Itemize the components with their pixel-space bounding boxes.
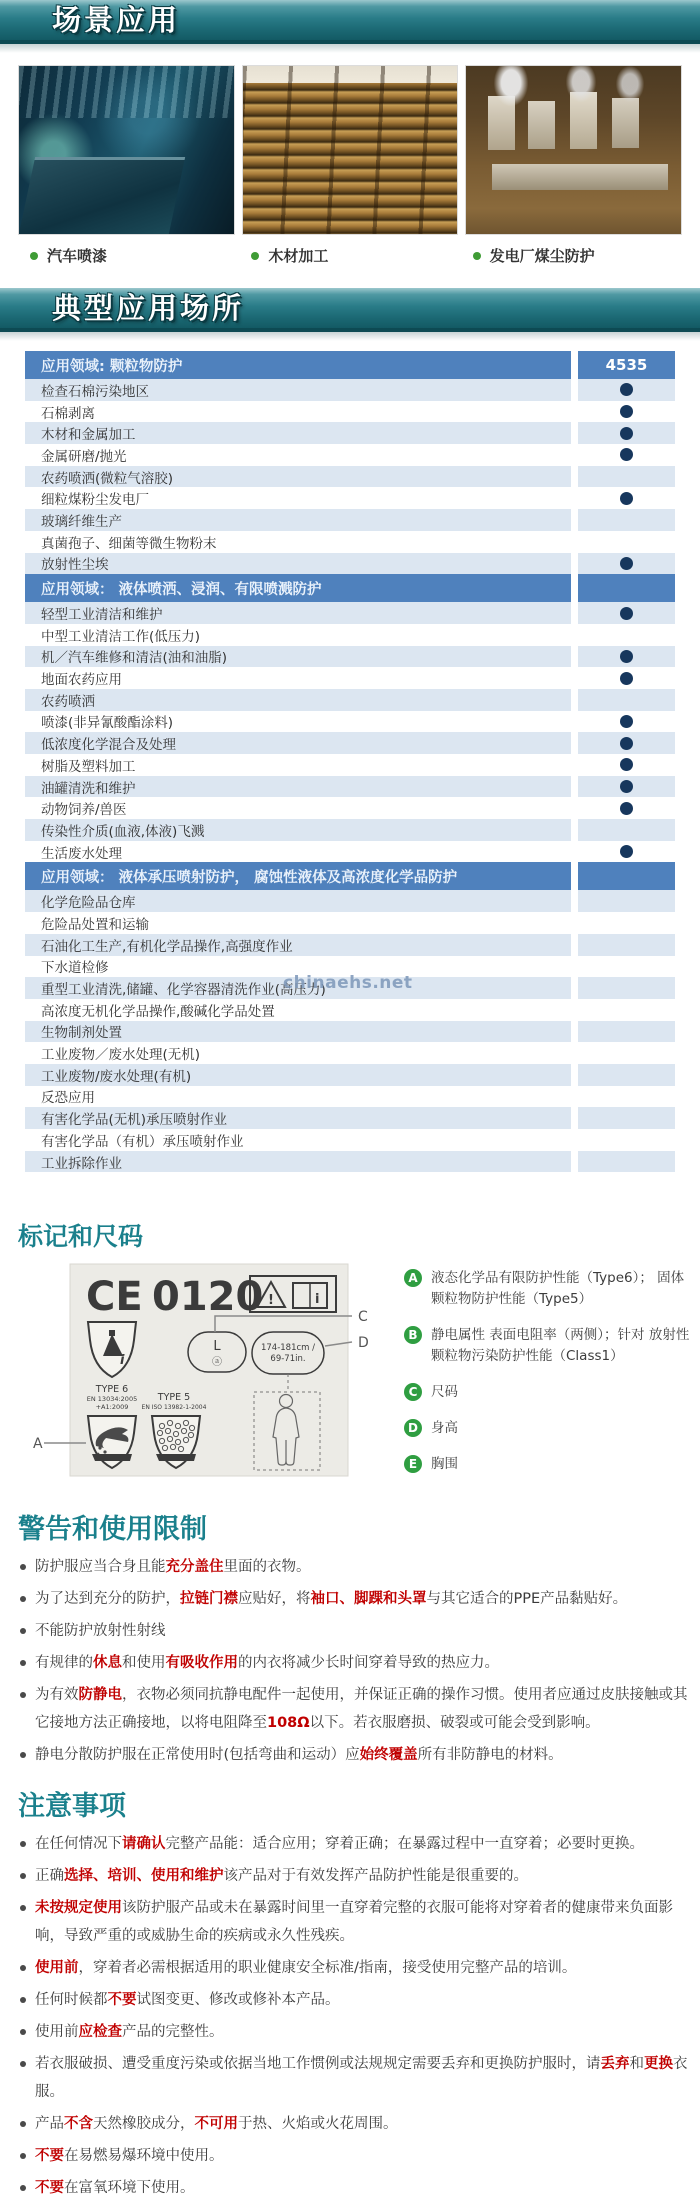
row-label: 树脂及塑料加工 xyxy=(41,758,136,775)
row-label: 玻璃纤维生产 xyxy=(25,509,571,531)
plain-text: 在富氧环境下使用。 xyxy=(64,2179,195,2196)
availability-dot xyxy=(620,492,633,505)
table-row xyxy=(25,422,675,444)
plain-text: 静电分散防护服在正常使用时(包括弯曲和运动）应 xyxy=(35,1746,360,1763)
table-row xyxy=(25,1064,675,1086)
plain-text: 的内衣将减少长时间穿着导致的热应力。 xyxy=(238,1654,499,1671)
type6-standard: EN 13034:2005 xyxy=(86,1395,138,1404)
row-availability xyxy=(578,1086,675,1108)
legend-text: 身高 xyxy=(431,1419,458,1436)
row-label: 轻型工业清洁和维护 xyxy=(25,602,571,624)
table-row xyxy=(25,934,675,956)
highlighted-text: 有吸收作用 xyxy=(165,1654,238,1671)
type5-particle-shield-icon xyxy=(152,1416,200,1468)
section-header-code: 4535 xyxy=(578,351,675,379)
row-label: 石油化工生产,有机化学品操作,高强度作业 xyxy=(25,934,571,956)
plain-text: 衣服。 xyxy=(35,2055,688,2100)
row-label: 石棉剥离 xyxy=(41,405,95,422)
highlighted-text: 108Ω xyxy=(267,1714,310,1731)
list-item xyxy=(18,1649,700,1677)
plain-text: ，衣物必须同抗静电配件一起使用，并保证正确的操作习惯。使用者应通过皮肤接触或其它接地方法正确接地，以将电阻降至 xyxy=(35,1686,688,1731)
row-availability xyxy=(578,531,675,553)
availability-dot xyxy=(620,557,633,570)
row-availability xyxy=(578,732,675,754)
table-row xyxy=(25,624,675,646)
table-row xyxy=(25,667,675,689)
scene-caption xyxy=(461,245,682,266)
marking-diagram xyxy=(0,1262,398,1478)
row-availability xyxy=(578,466,675,488)
plain-text: 该防护服产品或未在暴露时间里一直穿着完整的衣服可能将对穿着者的健康带来负面影响，导致严重的或威胁生命的疾病或永久性残疾。 xyxy=(35,1899,673,1944)
row-label: 高浓度无机化学品操作,酸碱化学品处置 xyxy=(41,1003,275,1020)
plain-text: 有规律的 xyxy=(35,1654,93,1671)
plain-text: 和 xyxy=(629,2055,644,2072)
row-label: 农药喷洒 xyxy=(25,689,571,711)
row-label: 农药喷洒(微粒气溶胶) xyxy=(25,466,571,488)
availability-dot xyxy=(620,607,633,620)
size-letter: L xyxy=(213,1339,221,1355)
banner-title: 场景应用 xyxy=(52,3,181,37)
plain-text: 完整产品能：适合应用；穿着正确；在暴露过程中一直穿着；必要时更换。 xyxy=(165,1835,644,1852)
row-label: 化学危险品仓库 xyxy=(25,890,571,912)
highlighted-text: 丢弃 xyxy=(600,2055,630,2072)
row-availability xyxy=(578,956,675,978)
highlighted-text: 拉链门襟 xyxy=(180,1590,238,1607)
row-label: 地面农药应用 xyxy=(41,672,122,689)
plain-text: 应贴好，将 xyxy=(238,1590,311,1607)
highlighted-text: 防静电 xyxy=(78,1686,122,1703)
bullet-icon xyxy=(251,252,259,260)
row-availability xyxy=(578,797,675,819)
application-table xyxy=(25,351,675,1172)
table-row xyxy=(25,711,675,733)
highlighted-text: 袖口、脚踝和头罩 xyxy=(310,1590,427,1607)
label-d: D xyxy=(358,1335,369,1352)
row-label: 木材和金属加工 xyxy=(25,422,571,444)
watermark: chinaehs.net xyxy=(283,973,413,993)
type5-title: TYPE 5 xyxy=(157,1392,191,1404)
highlighted-text: 始终覆盖 xyxy=(359,1746,418,1763)
legend-item xyxy=(404,1325,690,1367)
availability-dot xyxy=(620,715,633,728)
availability-dot xyxy=(620,780,633,793)
type6-splash-shield-icon xyxy=(88,1416,136,1468)
row-label: 下水道检修 xyxy=(41,960,109,977)
warnings-section-title: 警告和使用限制 xyxy=(18,1513,207,1545)
plain-text: 正确 xyxy=(35,1867,64,1884)
row-availability xyxy=(578,711,675,733)
legend-key-badge: D xyxy=(404,1419,422,1437)
row-label: 金属研磨/抛光 xyxy=(41,448,127,465)
row-availability xyxy=(578,934,675,956)
legend-item xyxy=(404,1454,690,1475)
availability-dot xyxy=(620,448,633,461)
row-availability xyxy=(578,667,675,689)
legend-key-badge: A xyxy=(404,1269,422,1287)
plain-text: 为了达到充分的防护， xyxy=(35,1590,180,1607)
table-row xyxy=(25,912,675,934)
row-availability xyxy=(578,422,675,444)
row-label: 工业拆除作业 xyxy=(25,1151,571,1173)
banner-title: 典型应用场所 xyxy=(52,291,245,325)
table-row xyxy=(25,689,675,711)
ce-number: 0120 xyxy=(152,1274,264,1321)
table-row xyxy=(25,531,675,553)
legend-key-badge: C xyxy=(404,1383,422,1401)
warnings-list xyxy=(18,1553,700,1769)
row-availability xyxy=(578,1064,675,1086)
row-label: 有害化学品（有机）承压喷射作业 xyxy=(41,1133,244,1150)
highlighted-text: 请确认 xyxy=(122,1835,166,1852)
flask-info-glyph: i xyxy=(120,1353,125,1369)
list-item xyxy=(18,2018,700,2046)
row-label: 中型工业清洁工作(低压力) xyxy=(41,628,201,645)
notices-section-title: 注意事项 xyxy=(18,1790,126,1822)
availability-dot xyxy=(620,650,633,663)
table-row xyxy=(25,1086,675,1108)
availability-dot xyxy=(620,737,633,750)
highlighted-text: 休息 xyxy=(93,1654,122,1671)
plain-text: 和使用 xyxy=(122,1654,166,1671)
row-availability xyxy=(578,401,675,423)
row-availability xyxy=(578,977,675,999)
row-availability xyxy=(578,379,675,401)
plain-text: 与其它适合的PPE产品黏贴好。 xyxy=(426,1590,628,1607)
table-row xyxy=(25,646,675,668)
highlighted-text: 使用前 xyxy=(35,1959,79,1976)
scene-caption xyxy=(239,245,460,266)
row-availability xyxy=(578,602,675,624)
table-row xyxy=(25,401,675,423)
marking-row xyxy=(0,1262,700,1489)
table-row xyxy=(25,1129,675,1151)
row-label: 生物制剂处置 xyxy=(25,1021,571,1043)
row-availability xyxy=(578,1129,675,1151)
plain-text: 不能防护放射性射线 xyxy=(35,1622,166,1639)
row-label: 生活废水处理 xyxy=(41,845,122,862)
height-range-cm: 174-181cm / xyxy=(260,1343,316,1354)
photo-wood-processing xyxy=(242,65,459,235)
list-item xyxy=(18,1894,700,1950)
row-availability xyxy=(578,999,675,1021)
row-label: 传染性介质(血液,体液)飞溅 xyxy=(25,819,571,841)
row-label: 反恐应用 xyxy=(41,1090,95,1107)
row-availability xyxy=(578,444,675,466)
legend-key-badge: E xyxy=(404,1455,422,1473)
row-availability xyxy=(578,1021,675,1043)
list-item xyxy=(18,1862,700,1890)
row-availability xyxy=(578,890,675,912)
size-sub-mark: ⓐ xyxy=(212,1357,222,1369)
marking-section-title: 标记和尺码 xyxy=(18,1222,144,1252)
label-a: A xyxy=(33,1436,43,1453)
plain-text: 若衣服破损、遭受重度污染或依据当地工作惯例或法规规定需要丢弃和更换防护服时，请 xyxy=(35,2055,601,2072)
list-item xyxy=(18,1830,700,1858)
row-label: 危险品处置和运输 xyxy=(41,916,149,933)
row-label: 检查石棉污染地区 xyxy=(25,379,571,401)
row-availability xyxy=(578,689,675,711)
row-label: 低浓度化学混合及处理 xyxy=(25,732,571,754)
table-row xyxy=(25,1151,675,1173)
availability-dot xyxy=(620,758,633,771)
bullet-icon xyxy=(30,252,38,260)
table-row xyxy=(25,841,675,863)
row-label: 真菌孢子、细菌等微生物粉末 xyxy=(41,535,217,552)
legend-item xyxy=(404,1382,690,1403)
table-row xyxy=(25,487,675,509)
list-item xyxy=(18,1741,700,1769)
row-availability xyxy=(578,776,675,798)
plain-text: 天然橡胶成分， xyxy=(93,2115,195,2132)
availability-dot xyxy=(620,672,633,685)
row-availability xyxy=(578,1107,675,1129)
type6-title: TYPE 6 xyxy=(95,1384,129,1396)
table-row xyxy=(25,379,675,401)
highlighted-text: 充分盖住 xyxy=(165,1558,224,1575)
table-row xyxy=(25,999,675,1021)
list-item xyxy=(18,1617,700,1645)
row-availability xyxy=(578,1042,675,1064)
row-availability xyxy=(578,487,675,509)
row-label: 喷漆(非异氰酸酯涂料) xyxy=(41,715,174,732)
scene-caption-label: 木材加工 xyxy=(268,247,329,265)
plain-text: 为有效 xyxy=(35,1686,79,1703)
plain-text: 里面的衣物。 xyxy=(223,1558,311,1575)
row-label: 工业废物／废水处理(无机) xyxy=(41,1047,201,1064)
plain-text: 在易燃易爆环境中使用。 xyxy=(64,2147,224,2164)
row-label: 机／汽车维修和清洁(油和油脂) xyxy=(25,646,571,668)
highlighted-text: 不可用 xyxy=(194,2115,238,2132)
section-header-label: 应用领域： 液体喷洒、浸润、有限喷溅防护 xyxy=(25,574,571,602)
list-item xyxy=(18,1986,700,2014)
plain-text: 防护服应当合身且能 xyxy=(35,1558,166,1575)
table-row xyxy=(25,553,675,575)
table-row xyxy=(25,819,675,841)
table-row xyxy=(25,890,675,912)
scene-caption xyxy=(18,245,239,266)
table-row xyxy=(25,602,675,624)
row-availability xyxy=(578,624,675,646)
table-row xyxy=(25,509,675,531)
table-row xyxy=(25,1021,675,1043)
table-section-header xyxy=(25,862,675,890)
section-header-code xyxy=(578,862,675,890)
type6-amendment: +A1:2009 xyxy=(95,1403,129,1412)
list-item xyxy=(18,1553,700,1581)
marking-figure xyxy=(0,1262,398,1489)
scene-caption-label: 汽车喷漆 xyxy=(47,247,108,265)
info-glyph: i xyxy=(315,1292,320,1308)
section-banner-applications xyxy=(0,288,700,332)
table-section-header xyxy=(25,574,675,602)
availability-dot xyxy=(620,802,633,815)
label-c: C xyxy=(358,1309,368,1326)
availability-dot xyxy=(620,405,633,418)
plain-text: 以下。若衣服磨损、破裂或可能会受到影响。 xyxy=(309,1714,600,1731)
highlighted-text: 不要 xyxy=(35,2147,64,2164)
row-label: 油罐清洗和维护 xyxy=(25,776,571,798)
row-availability xyxy=(578,646,675,668)
section-header-label: 应用领域: 颗粒物防护 xyxy=(25,351,571,379)
highlighted-text: 应检查 xyxy=(78,2023,122,2040)
list-item xyxy=(18,1954,700,1982)
list-item xyxy=(18,2174,700,2202)
list-item xyxy=(18,2050,700,2106)
highlighted-text: 不要 xyxy=(107,1991,137,2008)
row-label: 工业废物/废水处理(有机) xyxy=(25,1064,571,1086)
height-range-in: 69-71in. xyxy=(270,1354,306,1365)
row-label: 细粒煤粉尘发电厂 xyxy=(41,492,149,509)
table-row xyxy=(25,1042,675,1064)
plain-text: ，穿着者必需根据适用的职业健康安全标准/指南，接受使用完整产品的培训。 xyxy=(78,1959,577,1976)
plain-text: 在任何情况下 xyxy=(35,1835,122,1852)
plain-text: 该产品对于有效发挥产品防护性能是很重要的。 xyxy=(223,1867,528,1884)
plain-text: 产品的完整性。 xyxy=(122,2023,224,2040)
row-availability xyxy=(578,912,675,934)
list-item xyxy=(18,1681,700,1737)
scene-caption-label: 发电厂煤尘防护 xyxy=(489,247,595,265)
table-row xyxy=(25,776,675,798)
row-availability xyxy=(578,553,675,575)
legend-text: 液态化学品有限防护性能（Type6）； 固体颗粒物防护性能（Type5） xyxy=(431,1270,685,1308)
table-section-header xyxy=(25,351,675,379)
row-label: 有害化学品(无机)承压喷射作业 xyxy=(25,1107,571,1129)
row-availability xyxy=(578,754,675,776)
list-item xyxy=(18,1585,700,1613)
plain-text: 产品 xyxy=(35,2115,64,2132)
row-availability xyxy=(578,1151,675,1173)
exclamation-glyph: ! xyxy=(268,1293,274,1309)
plain-text: 使用前 xyxy=(35,2023,79,2040)
notices-list xyxy=(18,1830,700,2202)
table-row xyxy=(25,754,675,776)
row-label: 放射性尘埃 xyxy=(25,553,571,575)
photo-power-plant-coal-dust xyxy=(465,65,682,235)
list-item xyxy=(18,2142,700,2170)
highlighted-text: 未按规定使用 xyxy=(35,1899,122,1916)
plain-text: 试图变更、修改或修补本产品。 xyxy=(136,1991,340,2008)
scene-photos xyxy=(0,65,700,235)
list-item xyxy=(18,2110,700,2138)
legend-item xyxy=(404,1418,690,1439)
legend-key-badge: B xyxy=(404,1326,422,1344)
highlighted-text: 更换 xyxy=(644,2055,673,2072)
table-row xyxy=(25,797,675,819)
table-row xyxy=(25,732,675,754)
type5-standard: EN ISO 13982-1-2004 xyxy=(141,1404,207,1412)
highlighted-text: 不含 xyxy=(64,2115,93,2132)
table-row xyxy=(25,466,675,488)
row-availability xyxy=(578,819,675,841)
bullet-icon xyxy=(473,252,481,260)
row-label: 动物饲养/兽医 xyxy=(41,802,127,819)
table-row xyxy=(25,1107,675,1129)
ce-mark-text: CE xyxy=(86,1274,143,1321)
plain-text: 于热、火焰或火花周围。 xyxy=(238,2115,398,2132)
row-availability xyxy=(578,841,675,863)
plain-text: 所有非防静电的材料。 xyxy=(417,1746,563,1763)
plain-text: 任何时候都 xyxy=(35,1991,108,2008)
legend-text: 尺码 xyxy=(431,1384,458,1401)
availability-dot xyxy=(620,427,633,440)
section-header-code xyxy=(578,574,675,602)
row-availability xyxy=(578,509,675,531)
table-row xyxy=(25,444,675,466)
section-banner-scenes xyxy=(0,0,700,44)
availability-dot xyxy=(620,383,633,396)
scene-captions xyxy=(0,245,700,266)
row-label: 重型工业清洗,储罐、化学容器清洗作业(高压力) xyxy=(25,977,571,999)
highlighted-text: 不要 xyxy=(35,2179,64,2196)
photo-car-spray-painting xyxy=(18,65,235,235)
legend-item xyxy=(404,1268,690,1310)
legend-text: 胸围 xyxy=(431,1455,458,1472)
availability-dot xyxy=(620,845,633,858)
section-header-label: 应用领域： 液体承压喷射防护， 腐蚀性液体及高浓度化学品防护 xyxy=(25,862,571,890)
legend-text: 静电属性 表面电阻率（两侧）；针对 放射性颗粒物污染防护性能（Class1） xyxy=(431,1327,690,1365)
marking-legend xyxy=(398,1262,700,1489)
highlighted-text: 选择、培训、使用和维护 xyxy=(64,1867,224,1884)
